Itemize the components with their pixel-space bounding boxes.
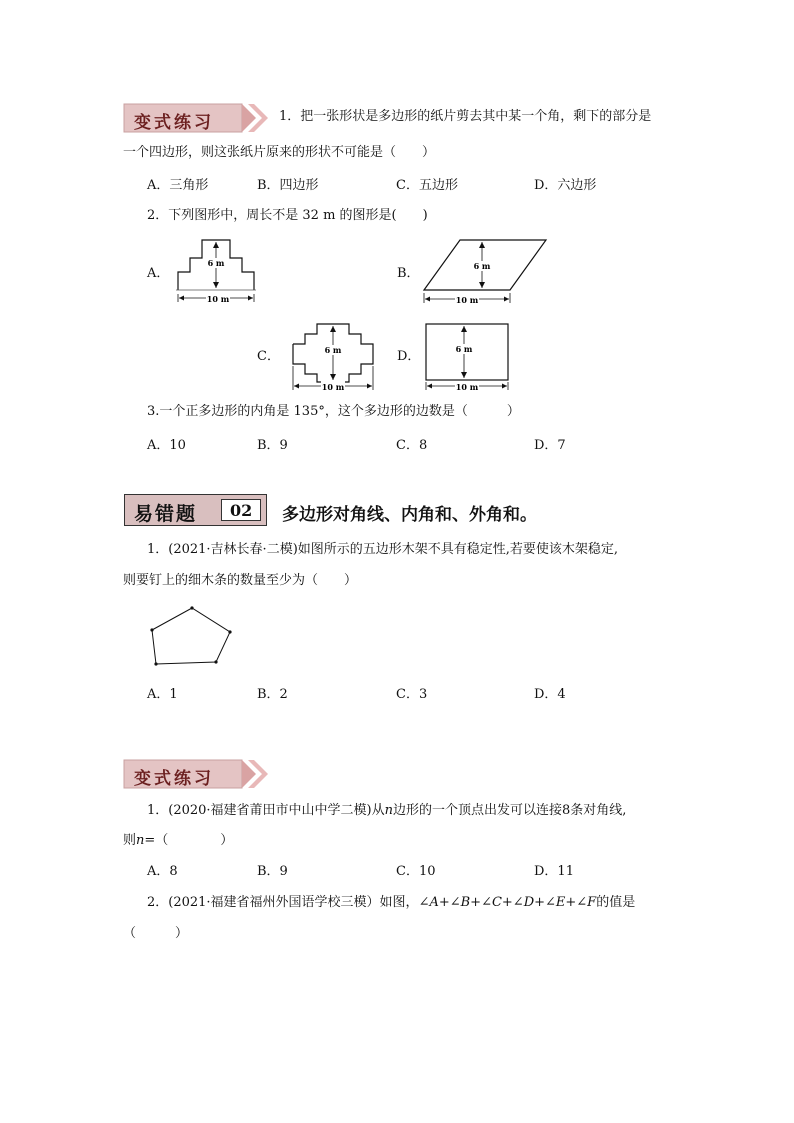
practice-banner-2 [122, 757, 272, 791]
s3-q1-line1-pre: 1．(2020·福建省莆田市中山中学二模)从 [147, 803, 385, 818]
q2-option-d-letter: D． [397, 349, 421, 364]
q2-stem: 2．下列图形中，周长不是 32 m 的图形是( ) [147, 208, 428, 223]
section-title: 多边形对角线、内角和、外角和。 [282, 505, 537, 525]
s3-q2-line2: （ ） [123, 926, 189, 941]
s2-q1-option-b: B．2 [257, 687, 288, 702]
q1-option-b: B．四边形 [257, 178, 319, 193]
badge-number-box [221, 499, 261, 521]
figure-c-height-label: 6 m [324, 345, 342, 355]
q2-option-b-letter: B． [397, 266, 420, 281]
var-n-2: n [136, 833, 145, 848]
q3-stem: 3.一个正多边形的内角是 135°，这个多边形的边数是（ ） [147, 404, 520, 419]
q3-option-a: A．10 [147, 438, 186, 453]
s3-q1-line2-pre: 则 [123, 833, 137, 848]
q3-option-d: D．7 [534, 438, 566, 453]
figure-c-width-label: 10 m [321, 382, 345, 392]
error-prone-badge [124, 494, 267, 526]
s3-q1-line1 [147, 803, 626, 819]
q1-option-c: C．五边形 [396, 178, 458, 193]
s2-q1-line1: 1．(2021·吉林长春·二模)如图所示的五边形木架不具有稳定性,若要使该木架稳定, [147, 542, 619, 557]
s3-q1-line2-post: =（ ） [144, 833, 234, 848]
figure-a-height-label: 6 m [207, 258, 225, 268]
q3-option-b: B．9 [257, 438, 288, 453]
s3-q2-line1-post: 的值是 [596, 895, 636, 910]
figure-d-rectangle [418, 318, 518, 394]
s3-q1-line2 [123, 833, 233, 849]
s2-q1-line2: 则要钉上的细木条的数量至少为（ ） [123, 573, 358, 588]
badge-number: 02 [230, 501, 253, 520]
badge-label: 易错题 [134, 503, 198, 525]
q1-option-a: A．三角形 [147, 178, 209, 193]
q1-option-d: D．六边形 [534, 178, 597, 193]
figure-d-width-label: 10 m [455, 382, 479, 392]
figure-b-parallelogram [418, 236, 553, 310]
practice-banner-1 [122, 101, 272, 135]
figure-b-width-label: 10 m [455, 295, 479, 305]
figure-c-cross-shape [285, 318, 385, 394]
s3-q1-line1-post: 边形的一个顶点出发可以连接8条对角线, [393, 803, 627, 818]
s3-q2-line1 [147, 895, 635, 911]
q3-option-c: C．8 [396, 438, 428, 453]
figure-a-staircase [170, 232, 270, 310]
s2-q1-option-a: A．1 [147, 687, 178, 702]
var-n: n [384, 803, 394, 818]
banner-label: 变式练习 [134, 113, 214, 133]
s3-q1-option-b: B．9 [257, 864, 288, 879]
s3-q1-option-a: A．8 [147, 864, 178, 879]
s2-q1-option-d: D．4 [534, 687, 566, 702]
s3-q1-option-d: D．11 [534, 864, 574, 879]
figure-b-height-label: 6 m [473, 261, 491, 271]
pentagon-figure [140, 598, 240, 670]
figure-a-width-label: 10 m [206, 294, 230, 304]
q2-option-a-letter: A． [147, 266, 170, 281]
q1-line1: 1．把一张形状是多边形的纸片剪去其中某一个角，剩下的部分是 [279, 109, 652, 124]
q2-option-c-letter: C． [257, 349, 280, 364]
q1-line2: 一个四边形，则这张纸片原来的形状不可能是（ ） [123, 145, 436, 160]
s2-q1-option-c: C．3 [396, 687, 428, 702]
banner-label-2: 变式练习 [134, 769, 214, 789]
s3-q2-line1-pre: 2．(2021·福建省福州外国语学校三模）如图， [147, 895, 419, 910]
s3-q1-option-c: C．10 [396, 864, 436, 879]
angle-sum-expression: ∠A+∠B+∠C+∠D+∠E+∠F [418, 895, 597, 910]
figure-d-height-label: 6 m [455, 344, 473, 354]
